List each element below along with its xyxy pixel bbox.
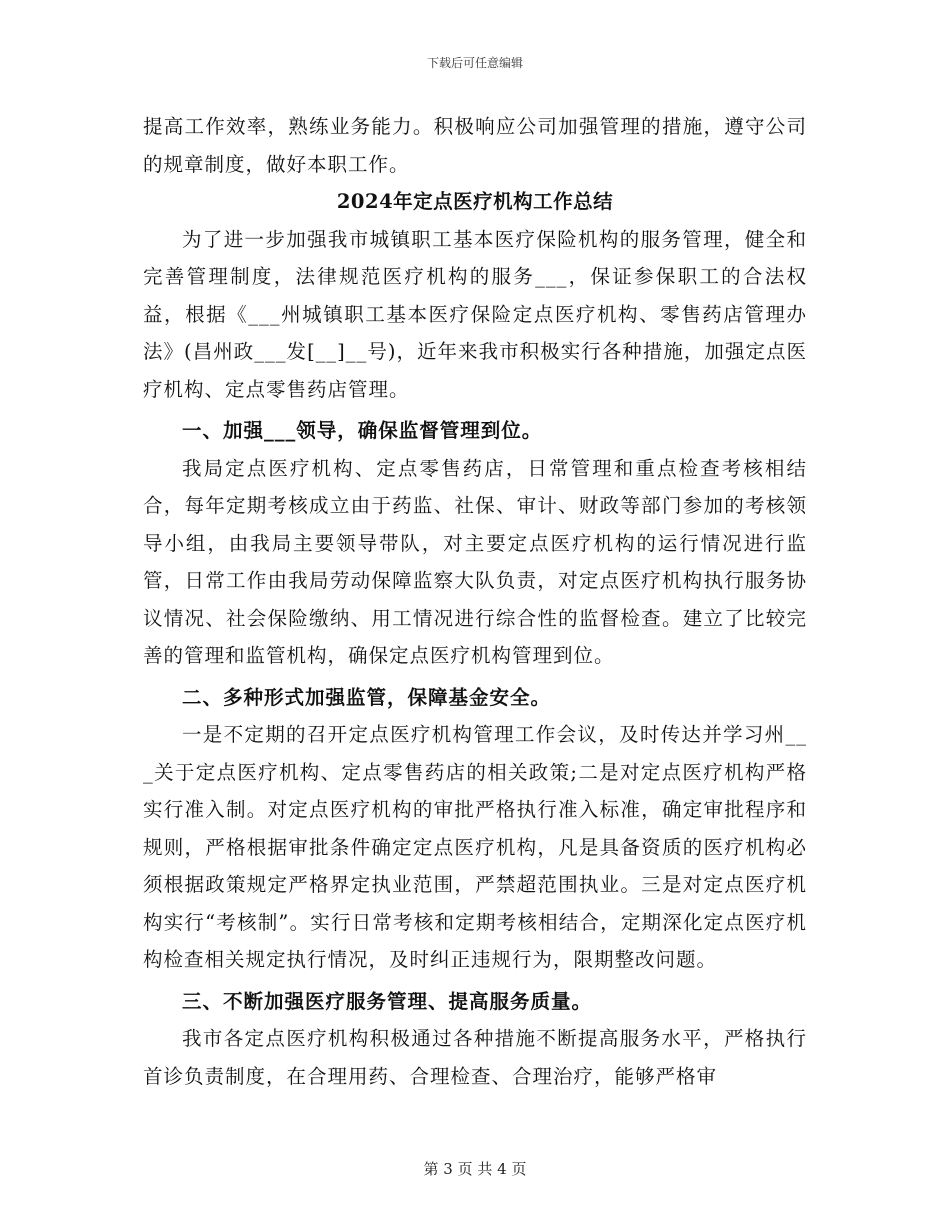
intro-continuation-paragraph: 提高工作效率，熟练业务能力。积极响应公司加强管理的措施，遵守公司的规章制度，做好本职工作。 — [143, 115, 807, 176]
paragraph-section-2: 一是不定期的召开定点医疗机构管理工作会议，及时传达并学习州___关于定点医疗机构、定点零售药店的相关政策;二是对定点医疗机构严格实行准入制。对定点医疗机构的审批严格执行准入标准，确定审批程序和规则，严格根据审批条件确定定点医疗机构，凡是具备资质的医疗机构必须根据政策规定严格界定执业范围，严禁超范围执业。三是对定点医疗机构实行“考核制”。实行日常考核和定期考核相结合，定期深化定点医疗机构检查相关规定执行情况，及时纠正违规行为，限期整改问题。 — [143, 723, 807, 971]
paragraph-intro: 为了进一步加强我市城镇职工基本医疗保险机构的服务管理，健全和完善管理制度，法律规范医疗机构的服务___，保证参保职工的合法权益，根据《___州城镇职工基本医疗保险定点医疗机构、零售药店管理办法》(昌州政___发[__]__号)，近年来我市积极实行各种措施，加强定点医疗机构、定点零售药店管理。 — [143, 227, 807, 401]
page-header: 下载后可任意编辑 — [426, 56, 523, 70]
paragraph-section-3: 我市各定点医疗机构积极通过各种措施不断提高服务水平，严格执行首诊负责制度，在合理用药、合理检查、合理治疗，能够严格审 — [143, 1027, 807, 1088]
section-heading-3: 三、不断加强医疗服务管理、提高服务质量。 — [182, 989, 593, 1013]
section-heading-1: 一、加强___领导，确保监督管理到位。 — [182, 419, 543, 442]
page-footer: 第 3 页 共 4 页 — [423, 1160, 527, 1178]
paragraph-section-1: 我局定点医疗机构、定点零售药店，日常管理和重点检查考核相结合，每年定期考核成立由于药监、社保、审计、财政等部门参加的考核领导小组，由我局主要领导带队，对主要定点医疗机构的运行情况进行监管，日常工作由我局劳动保障监察大队负责，对定点医疗机构执行服务协议情况、社会保险缴纳、用工情况进行综合性的监督检查。建立了比较完善的管理和监管机构，确保定点医疗机构管理到位。 — [143, 456, 807, 667]
section-heading-2: 二、多种形式加强监管，保障基金安全。 — [182, 685, 552, 709]
document-title: 2024年定点医疗机构工作总结 — [336, 190, 614, 213]
document-body — [143, 108, 807, 1095]
